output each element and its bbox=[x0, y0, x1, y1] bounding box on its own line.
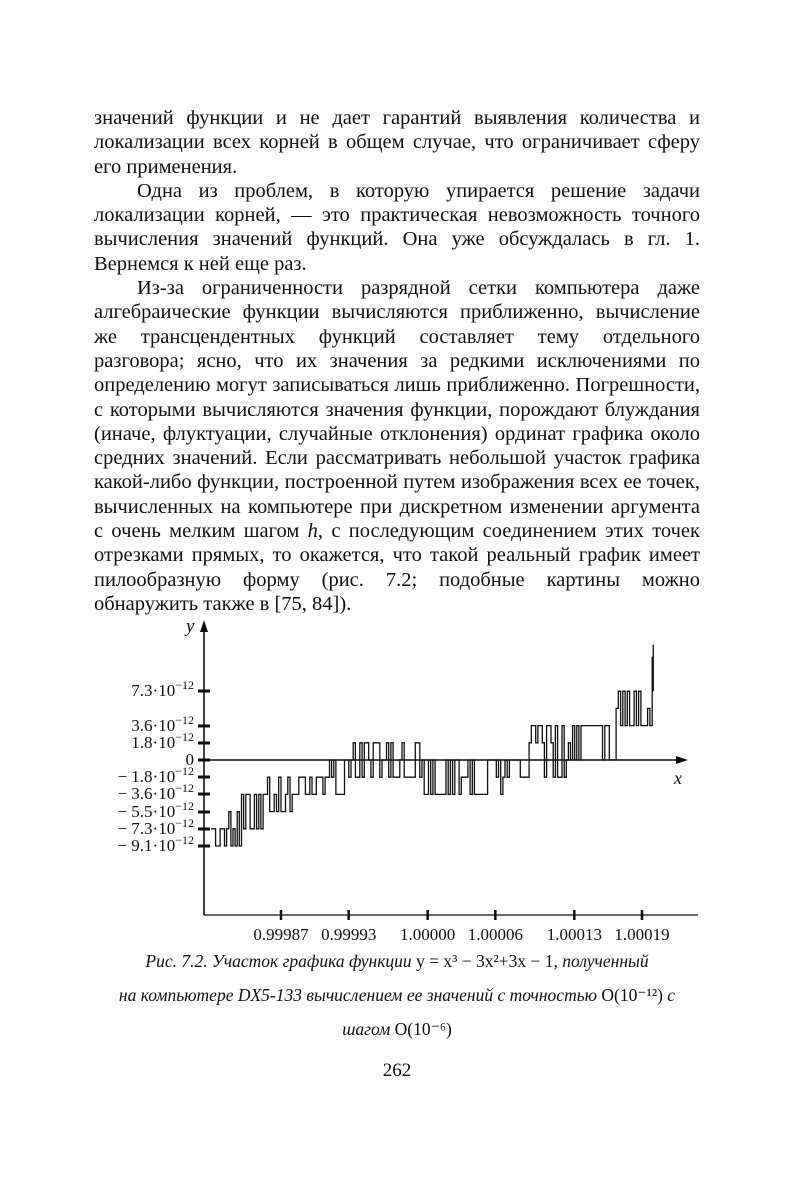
paragraph-3-part-2: , с последующим соединением этих точек отрезками прямых, то окажется, что такой реальный график имеет пилообразную форму (рис. 7.2; подобные картины можно обнаружить также в [75, 84]). bbox=[94, 520, 700, 615]
y-tick-label: $1.8\cdot 10^{-12}$ bbox=[131, 729, 194, 752]
paragraph-3-part-1: Из-за ограниченности разрядной сетки компьютера даже алгебраические функции вычисляются приближенно, вычисление же трансцендентных функций составляет тему отдельного разговора; ясно, что их значения за редкими исключениями по определению могут записываться лишь приближенно. Погрешности, с которыми вычисляются значения функции, порождают блуждания (иначе, флуктуации, случайные отклонения) ординат графика около средних значений. Если рассматривать небольшой участок графика какой-либо функции, построенной путем изображения всех ее точек, вычисленных на компьютере при дискретном изменении аргумента с очень мелким шагом bbox=[94, 277, 700, 543]
paragraph-3 bbox=[94, 276, 700, 616]
caption-text: , полученный bbox=[553, 951, 649, 971]
y-axis-label: y bbox=[186, 616, 195, 637]
paragraph-1: значений функции и не дает гарантий выявления количества и локализации всех корней в общем случае, что ограничивает сферу его применения. bbox=[94, 107, 700, 178]
caption-text: вычислением ее значений с точностью bbox=[306, 985, 598, 1005]
caption-line-2 bbox=[90, 978, 704, 1012]
x-tick-label: 0.99993 bbox=[321, 925, 377, 944]
caption-text: на компьютере bbox=[118, 985, 234, 1005]
caption-text: с bbox=[667, 985, 676, 1005]
y-tick-label: − $7.3\cdot 10^{-12}$ bbox=[117, 816, 194, 838]
caption-text: шагом bbox=[342, 1019, 391, 1039]
caption-step: O(10⁻⁶) bbox=[394, 1019, 452, 1039]
y-tick-label: − $3.6\cdot 10^{-12}$ bbox=[117, 781, 194, 804]
paragraph-2: Одна из проблем, в которую упирается решение задачи локализации корней, — это практическая невозможность точного вычисления значений функций. Она уже обсуждалась в гл. 1. Вернемся к ней еще раз. bbox=[94, 179, 700, 275]
y-tick-label: 0 bbox=[185, 750, 194, 769]
x-axis-arrow bbox=[676, 756, 688, 764]
x-tick-label: 1.00019 bbox=[614, 925, 670, 944]
chart-svg bbox=[0, 605, 794, 945]
x-tick-label: 1.00006 bbox=[467, 925, 523, 944]
x-tick-label: 1.00013 bbox=[546, 925, 602, 944]
page-number: 262 bbox=[382, 1060, 412, 1081]
caption-formula: y = x³ − 3x²+3x − 1 bbox=[416, 951, 554, 971]
y-tick-label: $7.3\cdot 10^{-12}$ bbox=[131, 678, 194, 700]
x-tick-label: 1.00000 bbox=[400, 925, 456, 944]
series-line bbox=[211, 657, 652, 846]
y-axis-arrow bbox=[200, 620, 208, 632]
caption-computer: DX5-133 bbox=[237, 985, 302, 1005]
y-tick-label: − $5.5\cdot 10^{-12}$ bbox=[117, 798, 194, 821]
h-symbol: h bbox=[307, 520, 318, 543]
x-tick-label: 0.99987 bbox=[253, 925, 309, 944]
caption-line-1 bbox=[90, 944, 704, 978]
caption-text: Участок графика функции bbox=[211, 951, 412, 971]
caption-line-3 bbox=[90, 1012, 704, 1046]
caption-precision: O(10⁻¹²) bbox=[601, 985, 663, 1005]
y-tick-label: − $1.8\cdot 10^{-12}$ bbox=[117, 764, 194, 787]
x-axis-label: x bbox=[674, 768, 682, 788]
y-tick-label: − $9.1\cdot 10^{-12}$ bbox=[117, 833, 194, 856]
x-tick-labels bbox=[253, 925, 669, 944]
figure-7-2 bbox=[0, 605, 794, 945]
figure-caption bbox=[90, 944, 704, 1046]
y-tick-labels bbox=[117, 678, 194, 855]
figure-label: Рис. 7.2. bbox=[145, 951, 208, 971]
data-series bbox=[211, 645, 653, 846]
y-tick-label: $3.6\cdot 10^{-12}$ bbox=[131, 712, 194, 735]
body-text bbox=[94, 106, 700, 616]
